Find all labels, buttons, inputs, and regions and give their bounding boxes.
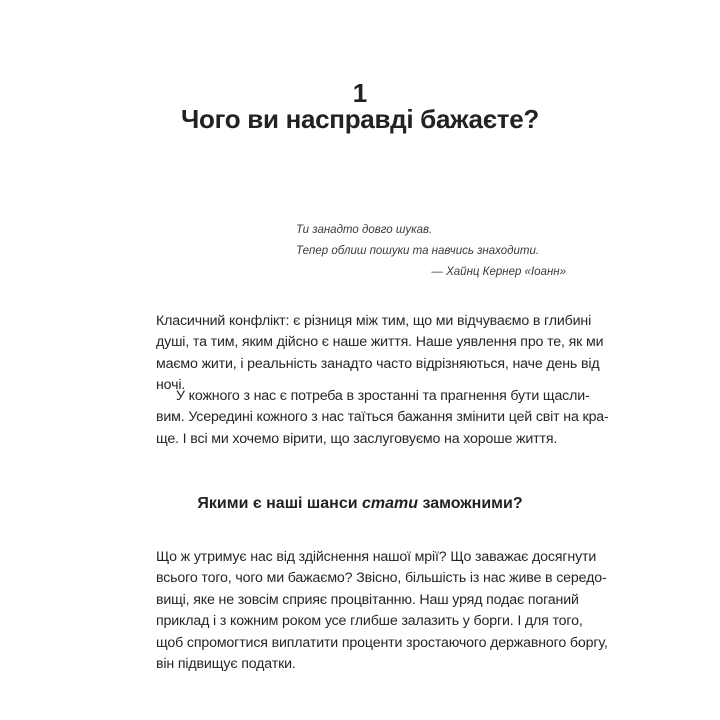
epigraph-line-2: Тепер облиш пошуки та навчись знаходити. bbox=[296, 245, 540, 257]
paragraph-line: вищі, яке не зовсім сприяє процвітанню. Наш уряд подає поганий bbox=[156, 591, 579, 608]
paragraph-line: У кожного з нас є потреба в зростанні та прагнення бути щасли- bbox=[176, 388, 590, 404]
paragraph-line: приклад і з кожним роком усе глибше залазить у борги. І для того, bbox=[156, 613, 583, 630]
epigraph-attribution: — Хайнц Кернер «Іоанн» bbox=[431, 266, 566, 278]
epigraph bbox=[296, 220, 566, 283]
paragraph-2 bbox=[156, 386, 609, 450]
paragraph-line: Класичний конфлікт: є різниця між тим, що ми відчуваємо в глибині bbox=[156, 313, 592, 329]
paragraph-line: щоб спромогтися виплатити проценти зростаючого державного боргу, bbox=[156, 634, 608, 651]
paragraph-line: ночі. bbox=[156, 377, 186, 394]
section-heading-part-1: Якими є наші шанси bbox=[197, 495, 362, 512]
chapter-number: 1 bbox=[352, 78, 368, 108]
section-heading-italic: стати bbox=[362, 495, 419, 512]
paragraph-3 bbox=[156, 547, 608, 675]
paragraph-line: він підвищує податки. bbox=[156, 655, 296, 672]
paragraph-1 bbox=[156, 311, 604, 397]
section-heading-part-2: заможними? bbox=[418, 495, 523, 512]
paragraph-line: маємо жити, і реальність занадто часто відрізняються, наче день від bbox=[156, 355, 600, 372]
paragraph-line: всього того, чого ми бажаємо? Звісно, більшість із нас живе в середо- bbox=[156, 570, 607, 587]
chapter-title: Чого ви насправді бажаєте? bbox=[181, 104, 539, 134]
section-heading bbox=[0, 495, 720, 513]
paragraph-line: вим. Усередині кожного з нас таїться бажання змінити цей світ на кра- bbox=[156, 409, 609, 426]
paragraph-line: ще. І всі ми хочемо вірити, що заслуговуємо на хороше життя. bbox=[156, 430, 558, 447]
epigraph-line-1: Ти занадто довго шукав. bbox=[296, 224, 433, 236]
paragraph-line: Що ж утримує нас від здійснення нашої мрії? Що заважає досягнути bbox=[156, 549, 597, 565]
paragraph-line: душі, та тим, яким дійсно є наше життя. Наше уявлення про те, як ми bbox=[156, 334, 604, 351]
